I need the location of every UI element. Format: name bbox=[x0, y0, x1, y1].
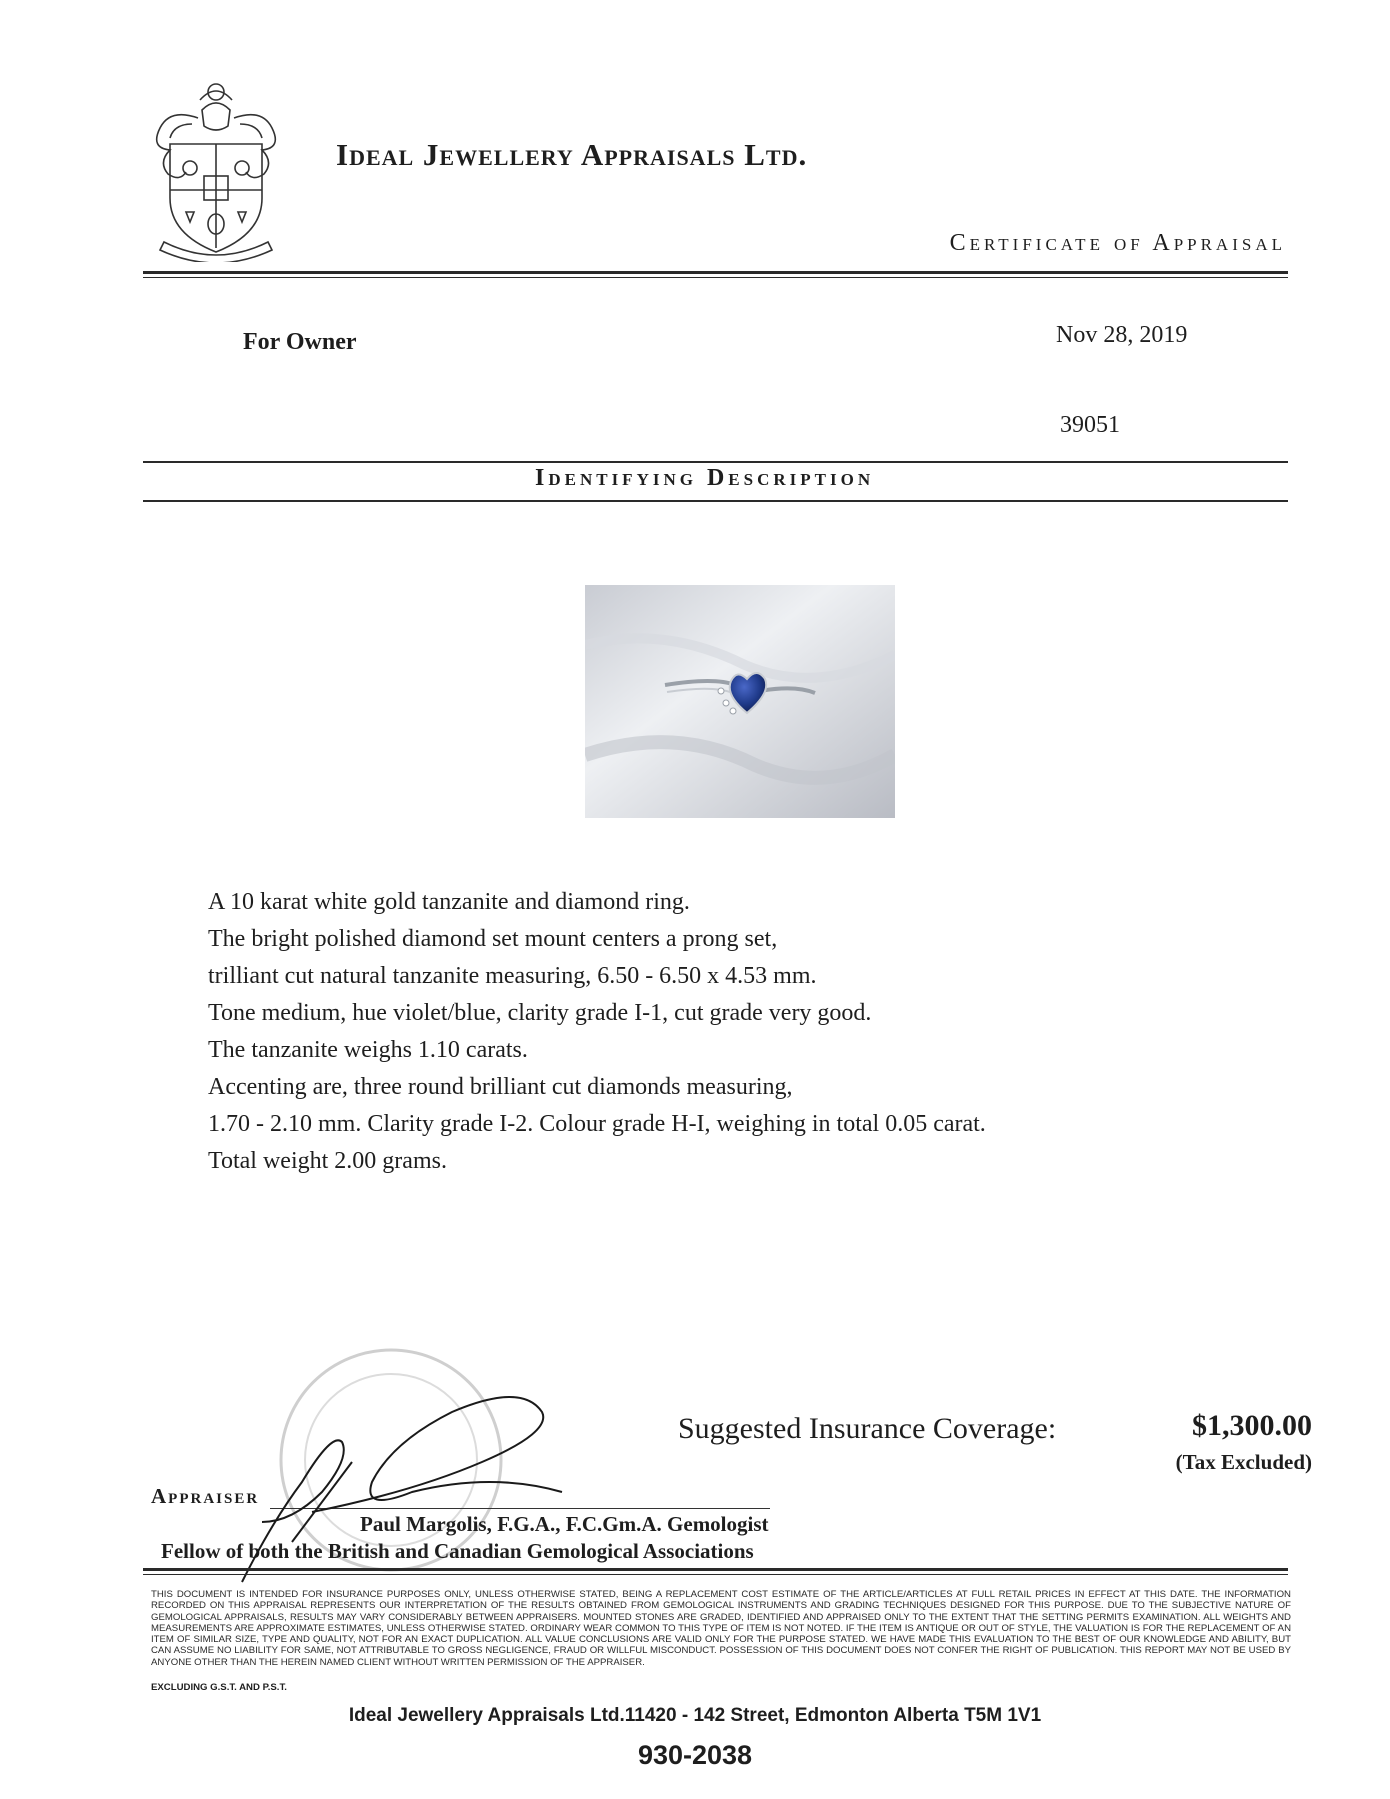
description-line: Accenting are, three round brilliant cut diamonds measuring, bbox=[208, 1074, 793, 1100]
section-title: Identifying Description bbox=[535, 465, 875, 491]
description-line: trilliant cut natural tanzanite measuring, 6.50 - 6.50 x 4.53 mm. bbox=[208, 963, 817, 989]
tax-exclusion-note: EXCLUDING G.S.T. AND P.S.T. bbox=[151, 1682, 287, 1693]
insurance-coverage-label: Suggested Insurance Coverage: bbox=[678, 1412, 1057, 1445]
description-line: Tone medium, hue violet/blue, clarity grade I-1, cut grade very good. bbox=[208, 1000, 872, 1026]
company-address: Ideal Jewellery Appraisals Ltd.11420 - 142 Street, Edmonton Alberta T5M 1V1 bbox=[348, 1705, 1042, 1726]
description-line: Total weight 2.00 grams. bbox=[208, 1148, 447, 1174]
tax-excluded-note: (Tax Excluded) bbox=[1175, 1450, 1312, 1474]
description-line: A 10 karat white gold tanzanite and diamond ring. bbox=[208, 889, 690, 915]
company-phone: 930-2038 bbox=[637, 1740, 753, 1770]
description-line: The bright polished diamond set mount centers a prong set, bbox=[208, 926, 778, 952]
identifying-description bbox=[208, 884, 1168, 1180]
section-rule-top bbox=[143, 461, 1288, 463]
header-rule-thin bbox=[143, 277, 1288, 278]
description-line: 1.70 - 2.10 mm. Clarity grade I-2. Colour grade H-I, weighing in total 0.05 carat. bbox=[208, 1111, 986, 1137]
appraisal-date: Nov 28, 2019 bbox=[1056, 322, 1188, 348]
ring-photo bbox=[585, 585, 895, 818]
appraiser-label: Appraiser bbox=[151, 1484, 260, 1508]
certificate-title: Certificate of Appraisal bbox=[949, 230, 1286, 256]
recipient: For Owner bbox=[243, 329, 357, 355]
appraiser-fellowship: Fellow of both the British and Canadian Gemological Associations bbox=[161, 1539, 754, 1563]
footer-rule-thin bbox=[143, 1574, 1288, 1575]
coat-of-arms-logo bbox=[140, 78, 298, 262]
section-rule-bottom bbox=[143, 500, 1288, 502]
appraiser-signature bbox=[232, 1372, 572, 1592]
header-rule-thick bbox=[143, 271, 1288, 274]
reference-number: 39051 bbox=[1060, 412, 1120, 438]
disclaimer-text: THIS DOCUMENT IS INTENDED FOR INSURANCE PURPOSES ONLY, UNLESS OTHERWISE STATED, BEING A REPLACEMENT COST ESTIMATE OF THE ARTICLE/ARTICLES AT FULL RETAIL PRICES IN EFFECT AT THIS DATE. THE INFORMATION RECORDED ON THIS APPRAISAL REPRESENTS OUR INTERPRETATION OF THE RESULTS OBTAINED FROM GEMOLOGICAL INSTRUMENTS AND GRADING TECHNIQUES DESIGNED FOR THIS PURPOSE. DUE TO THE SUBJECTIVE NATURE OF GEMOLOGICAL APPRAISALS, RESULTS MAY VARY CONSIDERABLY BETWEEN APPRAISERS. MOUNTED STONES ARE GRADED, IDENTIFIED AND APPRAISED ONLY TO THE EXTENT THAT THE SETTING PERMITS EXAMINATION. ALL WEIGHTS AND MEASUREMENTS ARE APPROXIMATE ESTIMATES, UNLESS OTHERWISE STATED. ORDINARY WEAR COMMON TO THIS TYPE OF ITEM IS NOT NOTED. IF THE ITEM IS ANTIQUE OR OUT OF STYLE, THE VALUATION IS FOR THE REPLACEMENT OF AN ITEM OF SIMILAR SIZE, TYPE AND QUALITY, NOT FOR AN EXACT DUPLICATION. ALL VALUE CONCLUSIONS ARE VALID ONLY FOR THE PURPOSE STATED. WE HAVE MADE THIS EVALUATION TO THE BEST OF OUR KNOWLEDGE AND ABILITY, BUT CAN ASSUME NO LIABILITY FOR SAME, NOT ATTRIBUTABLE TO GROSS NEGLIGENCE, FRAUD OR WILLFUL MISCONDUCT. POSSESSION OF THIS DOCUMENT DOES NOT CONFER THE RIGHT OF PUBLICATION. THIS REPORT MAY NOT BE USED BY ANYONE OTHER THAN THE HEREIN NAMED CLIENT WITHOUT WRITTEN PERMISSION OF THE APPRAISER. bbox=[151, 1589, 1291, 1668]
description-line: The tanzanite weighs 1.10 carats. bbox=[208, 1037, 528, 1063]
footer-rule-thick bbox=[143, 1568, 1288, 1571]
insurance-coverage-amount: $1,300.00 bbox=[1192, 1409, 1312, 1442]
company-name: Ideal Jewellery Appraisals Ltd. bbox=[336, 137, 808, 172]
appraiser-name: Paul Margolis, F.G.A., F.C.Gm.A. Gemologist bbox=[360, 1512, 769, 1536]
